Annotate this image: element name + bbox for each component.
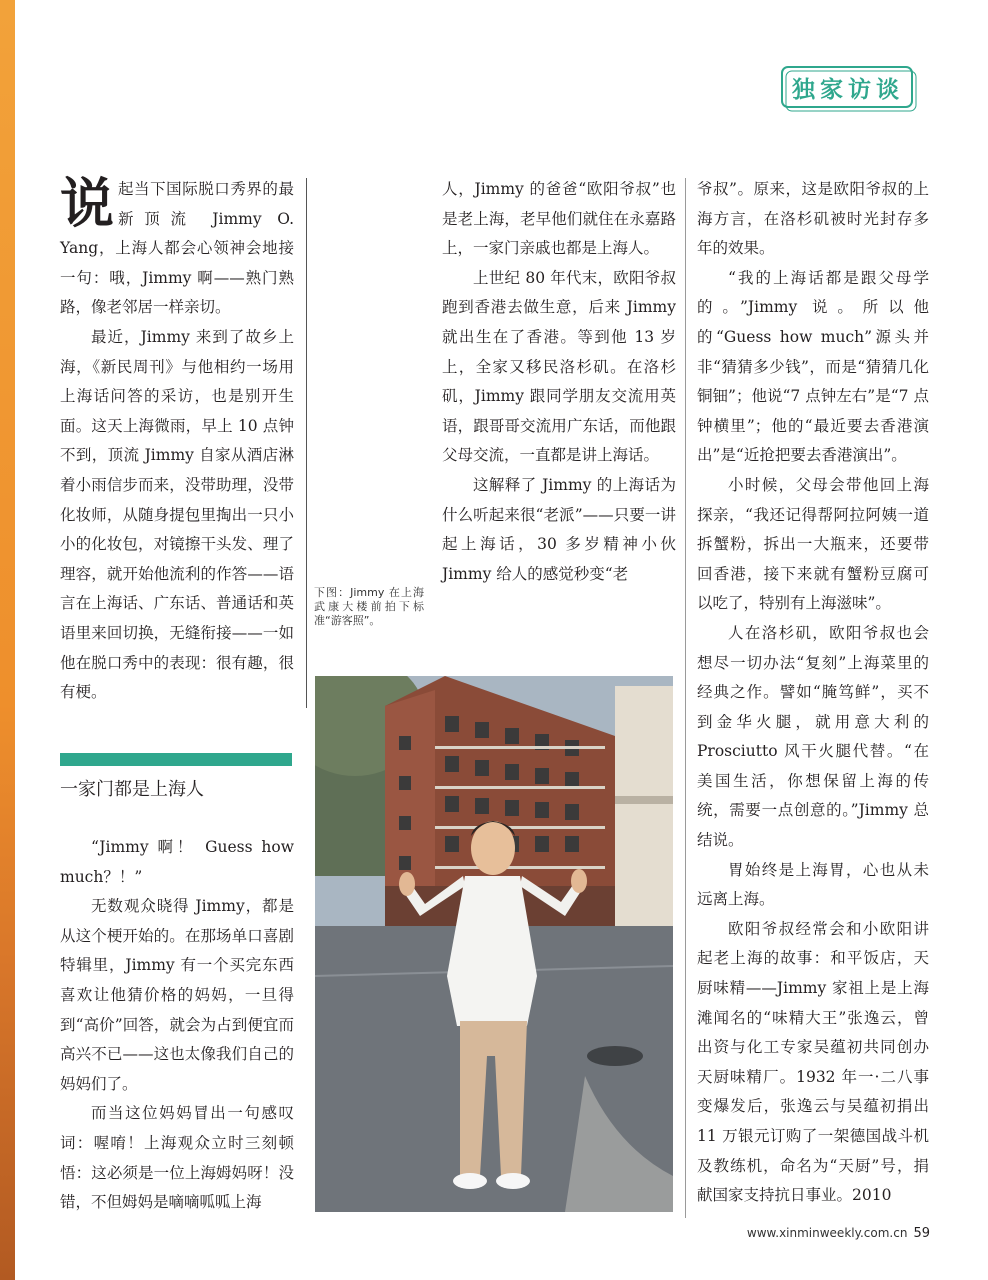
body-paragraph: 而当这位妈妈冒出一句感叹词：喔唷！上海观众立时三刻顿悟：这必须是一位上海姆妈呀！没错，不但姆妈是嘀嘀呱呱上海 [60,1104,294,1212]
section-label: 独家访谈 [792,76,904,103]
photo-illustration [315,676,673,1212]
body-paragraph: “我的上海话都是跟父母学的。”Jimmy 说。所以他的“Guess how much”源头并非“猜猜多少钱”，而是“猜猜几化铜钿”；他说“7 点钟左右”是“7 点钟横里”；他的“最近要去香港演出”是“近抢把要去香港演出”。 [697,268,929,465]
body-paragraph: 胃始终是上海胃，心也从未远离上海。 [697,860,929,909]
body-paragraph: 上世纪 80 年代末，欧阳爷叔跑到香港去做生意，后来 Jimmy 就出生在了香港。等到他 13 岁上，全家又移民洛杉矶。在洛杉矶，Jimmy 跟同学朋友交流用英语，跟哥哥交流用广东话，而他跟父母交流，一直都是讲上海话。 [442,268,676,465]
street-photo [315,676,673,1212]
article-column-3 [697,175,929,1211]
page-edge-strip [0,0,15,1280]
article-column-1-continued [60,833,294,1218]
page-footer [740,1226,930,1241]
body-paragraph: 人在洛杉矶，欧阳爷叔也会想尽一切办法“复刻”上海菜里的经典之作。譬如“腌笃鲜”，买不到金华火腿，就用意大利的 Prosciutto 风干火腿代替。“在美国生活，你想保留上海的传统，需要一点创意的。”Jimmy 总结说。 [697,623,929,850]
lead-paragraph [60,171,294,323]
body-paragraph: 小时候，父母会带他回上海探亲，“我还记得帮阿拉阿姨一道拆蟹粉，拆出一大瓶来，还要带回香港，接下来就有蟹粉豆腐可以吃了，特别有上海滋味”。 [697,475,929,613]
drop-cap: 说 [60,171,114,235]
body-paragraph: 这解释了 Jimmy 的上海话为什么听起来很“老派”——只要一讲起上海话，30 多岁精神小伙 Jimmy 给人的感觉秒变“老 [442,475,676,583]
article-column-1 [60,171,294,708]
subhead-bar [60,753,292,766]
footer-url[interactable]: www.xinminweekly.com.cn [746,1226,908,1240]
body-paragraph: 无数观众晓得 Jimmy，都是从这个梗开始的。在那场单口喜剧特辑里，Jimmy 有一个买完东西喜欢让他猜价格的妈妈，一旦得到“高价”回答，就会为占到便宜而高兴不已——这也太像我们自己的妈妈们了。 [60,897,294,1093]
column-divider [306,178,307,708]
body-paragraph: 人，Jimmy 的爸爸“欧阳爷叔”也是老上海，老早他们就住在永嘉路上，一家门亲戚也都是上海人。 [442,180,676,258]
column-divider [685,178,686,1218]
page-number: 59 [913,1226,930,1241]
article-column-2 [442,175,676,589]
photo-caption: 下图：Jimmy 在上海武康大楼前拍下标准“游客照”。 [314,586,424,627]
body-paragraph: “Jimmy 啊！ Guess how much？！” [60,838,294,886]
body-paragraph: 最近，Jimmy 来到了故乡上海，《新民周刊》与他相约一场用上海话问答的采访，也是别开生面。这天上海微雨，早上 10 点钟不到，顶流 Jimmy 自家从酒店淋着小雨信步而来，没带助理，没带化妆师，从随身提包里掏出一只小小的化妆包，对镜擦干头发、理了理容，就开始他流利的作答——语言在上海话、广东话、普通话和英语里来回切换，无缝衔接——一如他在脱口秀中的表现：很有趣，很有梗。 [60,327,294,702]
lead-text: 起当下国际脱口秀界的最新顶流 Jimmy O. Yang，上海人都会心领神会地接一句：哦，Jimmy 啊——熟门熟路，像老邻居一样亲切。 [60,180,294,317]
body-paragraph: 欧阳爷叔经常会和小欧阳讲起老上海的故事：和平饭店，天厨味精——Jimmy 家祖上是上海滩闻名的“味精大王”张逸云，曾出资与化工专家吴蕴初共同创办天厨味精厂。1932 年一·二八事变爆发后，张逸云与吴蕴初捐出 11 万银元订购了一架德国战斗机及教练机，命名为“天厨”号，捐献国家支持抗日事业。2010 [697,919,929,1205]
body-paragraph: 爷叔”。原来，这是欧阳爷叔的上海方言，在洛杉矶被时光封存多年的效果。 [697,180,929,258]
section-badge [778,62,918,112]
section-subhead: 一家门都是上海人 [60,779,204,800]
